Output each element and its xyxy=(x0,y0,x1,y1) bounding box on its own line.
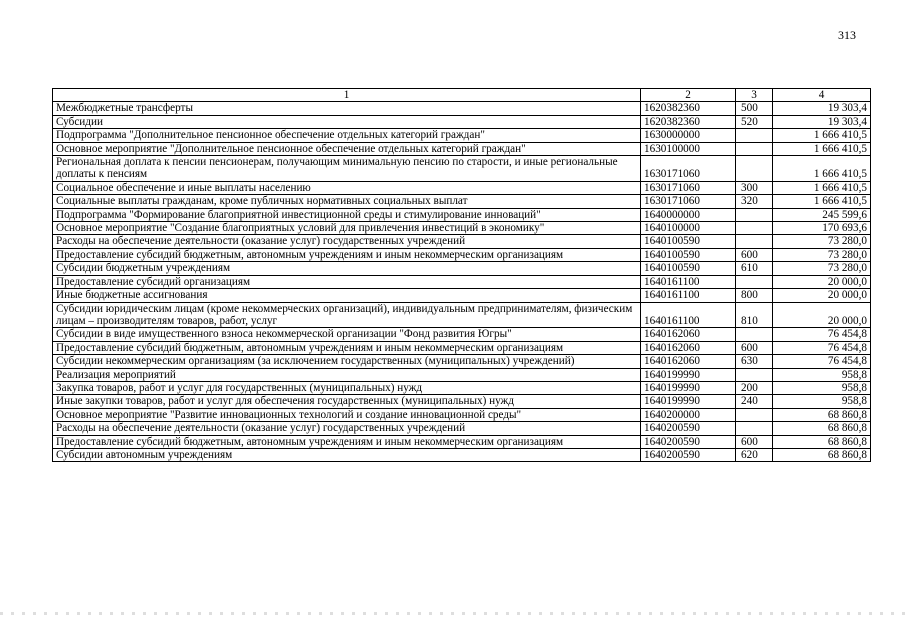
table-cell-amount: 76 454,8 xyxy=(773,341,871,354)
table-cell-amount: 19 303,4 xyxy=(773,115,871,128)
table-cell-code: 1620382360 xyxy=(641,115,736,128)
table-cell-name: Субсидии некоммерческим организациям (за исключением государственных (муниципальных) учреждений) xyxy=(53,355,641,368)
table-row xyxy=(53,368,871,381)
table-cell-amount: 958,8 xyxy=(773,368,871,381)
table-cell-code: 1640199990 xyxy=(641,368,736,381)
table-row xyxy=(53,408,871,421)
table-cell-name: Расходы на обеспечение деятельности (оказание услуг) государственных учреждений xyxy=(53,235,641,248)
table-cell-code: 1640200590 xyxy=(641,448,736,461)
table-cell-type xyxy=(736,422,773,435)
table-cell-name: Основное мероприятие "Дополнительное пенсионное обеспечение отдельных категорий граждан" xyxy=(53,142,641,155)
table-cell-code: 1630000000 xyxy=(641,129,736,142)
table-cell-code: 1620382360 xyxy=(641,102,736,115)
table-row xyxy=(53,381,871,394)
table-cell-amount: 245 599,6 xyxy=(773,208,871,221)
table-cell-type: 240 xyxy=(736,395,773,408)
table-cell-code: 1630171060 xyxy=(641,195,736,208)
table-cell-code: 1640200590 xyxy=(641,422,736,435)
table-cell-type: 600 xyxy=(736,341,773,354)
budget-table xyxy=(52,88,871,462)
table-cell-name: Предоставление субсидий бюджетным, автономным учреждениям и иным некоммерческим организациям xyxy=(53,435,641,448)
table-cell-type: 810 xyxy=(736,302,773,328)
table-cell-code: 1640199990 xyxy=(641,395,736,408)
table-row xyxy=(53,262,871,275)
table-cell-type xyxy=(736,156,773,182)
table-cell-code: 1640199990 xyxy=(641,381,736,394)
table-row xyxy=(53,156,871,182)
table-cell-amount: 68 860,8 xyxy=(773,435,871,448)
table-cell-name: Социальное обеспечение и иные выплаты населению xyxy=(53,181,641,194)
table-cell-name: Социальные выплаты гражданам, кроме публичных нормативных социальных выплат xyxy=(53,195,641,208)
table-row xyxy=(53,208,871,221)
table-cell-amount: 20 000,0 xyxy=(773,302,871,328)
table-row xyxy=(53,435,871,448)
table-row xyxy=(53,248,871,261)
table-cell-type xyxy=(736,235,773,248)
table-cell-code: 1640161100 xyxy=(641,289,736,302)
table-cell-code: 1640161100 xyxy=(641,275,736,288)
table-row xyxy=(53,115,871,128)
table-cell-amount: 68 860,8 xyxy=(773,448,871,461)
table-cell-type: 800 xyxy=(736,289,773,302)
table-row xyxy=(53,222,871,235)
table-cell-name: Закупка товаров, работ и услуг для государственных (муниципальных) нужд xyxy=(53,381,641,394)
table-cell-amount: 1 666 410,5 xyxy=(773,129,871,142)
table-row xyxy=(53,129,871,142)
table-cell-name: Предоставление субсидий бюджетным, автономным учреждениям и иным некоммерческим организациям xyxy=(53,341,641,354)
table-cell-type: 620 xyxy=(736,448,773,461)
table-cell-amount: 73 280,0 xyxy=(773,262,871,275)
table-cell-name: Расходы на обеспечение деятельности (оказание услуг) государственных учреждений xyxy=(53,422,641,435)
table-row xyxy=(53,448,871,461)
table-cell-name: Субсидии в виде имущественного взноса некоммерческой организации "Фонд развития Югры" xyxy=(53,328,641,341)
table-cell-type xyxy=(736,222,773,235)
table-cell-code: 1640162060 xyxy=(641,328,736,341)
table-cell-amount: 68 860,8 xyxy=(773,408,871,421)
table-cell-name: Межбюджетные трансферты xyxy=(53,102,641,115)
table-row xyxy=(53,142,871,155)
table-row xyxy=(53,102,871,115)
table-cell-code: 1640200000 xyxy=(641,408,736,421)
table-cell-amount: 1 666 410,5 xyxy=(773,181,871,194)
table-header-row xyxy=(53,89,871,102)
table-cell-code: 1640162060 xyxy=(641,355,736,368)
table-row xyxy=(53,181,871,194)
table-cell-type: 500 xyxy=(736,102,773,115)
table-row xyxy=(53,328,871,341)
table-cell-name: Подпрограмма "Дополнительное пенсионное обеспечение отдельных категорий граждан" xyxy=(53,129,641,142)
table-cell-amount: 73 280,0 xyxy=(773,248,871,261)
table-cell-amount: 958,8 xyxy=(773,381,871,394)
table-row xyxy=(53,235,871,248)
table-cell-amount: 20 000,0 xyxy=(773,289,871,302)
table-cell-name: Основное мероприятие "Развитие инновационных технологий и создание инновационной среды" xyxy=(53,408,641,421)
table-row xyxy=(53,289,871,302)
table-row xyxy=(53,302,871,328)
table-cell-name: Субсидии автономным учреждениям xyxy=(53,448,641,461)
scan-noise xyxy=(0,612,905,615)
table-cell-amount: 1 666 410,5 xyxy=(773,142,871,155)
table-cell-type xyxy=(736,275,773,288)
table-cell-code: 1640100590 xyxy=(641,235,736,248)
table-row xyxy=(53,195,871,208)
table-cell-name: Субсидии xyxy=(53,115,641,128)
table-cell-code: 1640100000 xyxy=(641,222,736,235)
table-cell-name: Предоставление субсидий организациям xyxy=(53,275,641,288)
table-cell-type xyxy=(736,408,773,421)
table-row xyxy=(53,422,871,435)
table-cell-amount: 76 454,8 xyxy=(773,328,871,341)
table-cell-type: 520 xyxy=(736,115,773,128)
table-cell-amount: 73 280,0 xyxy=(773,235,871,248)
table-cell-amount: 1 666 410,5 xyxy=(773,195,871,208)
column-header: 2 xyxy=(641,89,736,102)
table-cell-name: Региональная доплата к пенсии пенсионерам, получающим минимальную пенсию по старости, и иные региональные доплаты к пенсиям xyxy=(53,156,641,182)
table-cell-type xyxy=(736,208,773,221)
table-row xyxy=(53,395,871,408)
table-cell-type: 630 xyxy=(736,355,773,368)
table-cell-amount: 76 454,8 xyxy=(773,355,871,368)
column-header: 1 xyxy=(53,89,641,102)
table-row xyxy=(53,275,871,288)
table-cell-type: 320 xyxy=(736,195,773,208)
table-cell-code: 1640100590 xyxy=(641,262,736,275)
table-cell-amount: 958,8 xyxy=(773,395,871,408)
table-cell-name: Основное мероприятие "Создание благоприятных условий для привлечения инвестиций в экономику" xyxy=(53,222,641,235)
table-cell-type: 200 xyxy=(736,381,773,394)
table-cell-code: 1640162060 xyxy=(641,341,736,354)
table-cell-amount: 170 693,6 xyxy=(773,222,871,235)
table-cell-name: Субсидии бюджетным учреждениям xyxy=(53,262,641,275)
table-cell-type xyxy=(736,328,773,341)
table-cell-type xyxy=(736,129,773,142)
column-header: 3 xyxy=(736,89,773,102)
table-cell-code: 1640000000 xyxy=(641,208,736,221)
table-row xyxy=(53,355,871,368)
table-cell-name: Иные бюджетные ассигнования xyxy=(53,289,641,302)
table-cell-amount: 1 666 410,5 xyxy=(773,156,871,182)
table-cell-type: 600 xyxy=(736,435,773,448)
table-cell-code: 1640100590 xyxy=(641,248,736,261)
table-cell-type: 610 xyxy=(736,262,773,275)
table-cell-type: 600 xyxy=(736,248,773,261)
table-cell-name: Реализация мероприятий xyxy=(53,368,641,381)
table-cell-code: 1630100000 xyxy=(641,142,736,155)
page-number: 313 xyxy=(838,28,856,42)
table-cell-code: 1640200590 xyxy=(641,435,736,448)
table-cell-code: 1630171060 xyxy=(641,181,736,194)
table-cell-type xyxy=(736,142,773,155)
table-cell-name: Иные закупки товаров, работ и услуг для обеспечения государственных (муниципальных) нужд xyxy=(53,395,641,408)
column-header: 4 xyxy=(773,89,871,102)
table-cell-type: 300 xyxy=(736,181,773,194)
table-cell-amount: 19 303,4 xyxy=(773,102,871,115)
table-cell-name: Субсидии юридическим лицам (кроме некоммерческих организаций), индивидуальным предпринимателям, физическим лицам – производителям товаров, работ, услуг xyxy=(53,302,641,328)
table-cell-amount: 68 860,8 xyxy=(773,422,871,435)
table-cell-amount: 20 000,0 xyxy=(773,275,871,288)
table-row xyxy=(53,341,871,354)
table-cell-name: Предоставление субсидий бюджетным, автономным учреждениям и иным некоммерческим организациям xyxy=(53,248,641,261)
table-cell-code: 1640161100 xyxy=(641,302,736,328)
table-cell-name: Подпрограмма "Формирование благоприятной инвестиционной среды и стимулирование инноваций" xyxy=(53,208,641,221)
table-cell-code: 1630171060 xyxy=(641,156,736,182)
table-cell-type xyxy=(736,368,773,381)
